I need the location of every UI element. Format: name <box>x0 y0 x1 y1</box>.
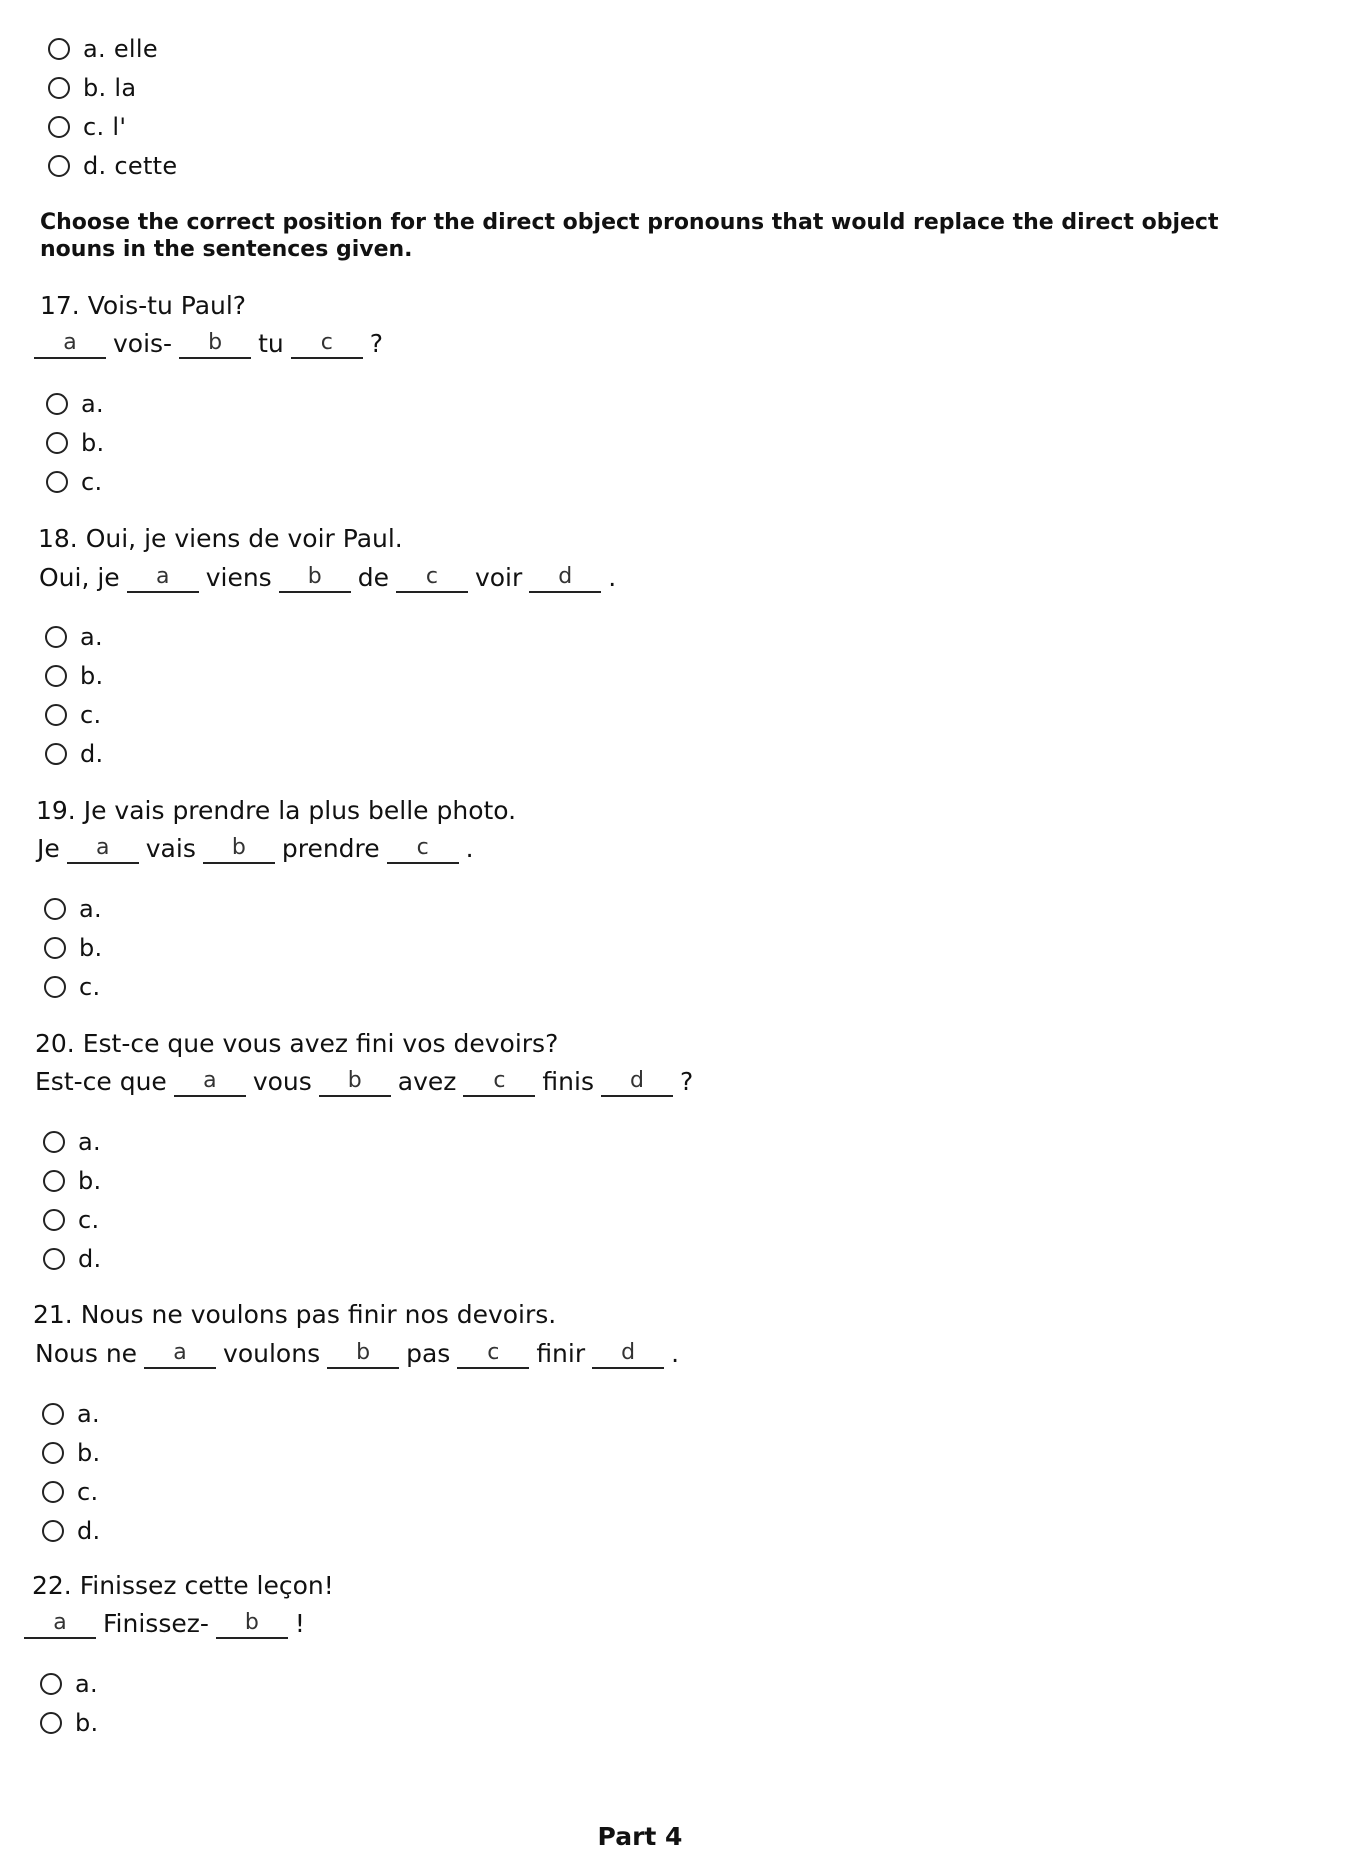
option-c[interactable] <box>44 967 102 1006</box>
option-label: d. cette <box>83 151 178 180</box>
radio-button[interactable] <box>46 393 68 415</box>
blank-position-c: c <box>291 329 363 359</box>
option-a[interactable] <box>42 1394 100 1433</box>
option-c[interactable] <box>48 107 177 146</box>
question-22-prompt: 22. Finissez cette leçon! <box>32 1571 334 1600</box>
option-label: c. <box>77 1477 99 1506</box>
option-label: a. <box>77 1399 100 1428</box>
radio-button[interactable] <box>42 1520 64 1542</box>
sentence-word: Nous ne <box>35 1339 138 1368</box>
blank-position-a: a <box>144 1339 216 1369</box>
radio-button[interactable] <box>40 1712 62 1734</box>
radio-button[interactable] <box>44 898 66 920</box>
option-label: d. <box>77 1516 101 1545</box>
sentence-word: avez <box>397 1067 457 1096</box>
question-21-options <box>42 1394 100 1550</box>
radio-button[interactable] <box>44 976 66 998</box>
blank-position-b: b <box>327 1339 399 1369</box>
sentence-word: vois- <box>113 329 173 358</box>
option-label: b. <box>78 1166 102 1195</box>
option-label: c. <box>78 1205 100 1234</box>
question-20-blank-sentence <box>28 1063 700 1097</box>
sentence-word: prendre <box>281 834 380 863</box>
question-20-options <box>43 1122 101 1278</box>
option-c[interactable] <box>42 1472 100 1511</box>
option-d[interactable] <box>42 1511 100 1550</box>
sentence-word: Je <box>37 834 60 863</box>
sentence-word: ! <box>294 1609 305 1638</box>
question-19-blank-sentence <box>30 830 481 864</box>
radio-button[interactable] <box>48 77 70 99</box>
question-22-options <box>40 1664 98 1742</box>
radio-button[interactable] <box>48 155 70 177</box>
option-label: a. <box>80 622 103 651</box>
option-b[interactable] <box>48 68 177 107</box>
blank-position-c: c <box>463 1067 535 1097</box>
blank-position-c: c <box>457 1339 529 1369</box>
blank-position-c: c <box>387 834 459 864</box>
option-d[interactable] <box>48 146 177 185</box>
sentence-word: finir <box>536 1339 586 1368</box>
sentence-word: ? <box>369 329 384 358</box>
sentence-word: ? <box>679 1067 694 1096</box>
blank-position-a: a <box>24 1609 96 1639</box>
option-b[interactable] <box>46 423 104 462</box>
option-label: a. <box>75 1669 98 1698</box>
blank-position-d: d <box>529 563 601 593</box>
radio-button[interactable] <box>45 743 67 765</box>
question-21-prompt: 21. Nous ne voulons pas finir nos devoirs. <box>33 1300 557 1329</box>
option-a[interactable] <box>48 29 177 68</box>
option-label: b. la <box>83 73 137 102</box>
instructions: Choose the correct position for the direct object pronouns that would replace the direct object nouns in the sentences given. <box>40 210 1219 262</box>
blank-position-a: a <box>174 1067 246 1097</box>
sentence-word: viens <box>205 563 272 592</box>
sentence-word: vais <box>145 834 196 863</box>
sentence-word: Finissez- <box>103 1609 209 1638</box>
option-label: c. <box>80 700 102 729</box>
option-b[interactable] <box>45 656 103 695</box>
page-footer: Part 4 <box>597 1822 683 1851</box>
question-18-blank-sentence <box>32 559 623 593</box>
radio-button[interactable] <box>40 1673 62 1695</box>
option-a[interactable] <box>40 1664 98 1703</box>
option-label: d. <box>80 739 104 768</box>
blank-position-c: c <box>396 563 468 593</box>
blank-position-d: d <box>592 1339 664 1369</box>
sentence-word: de <box>357 563 389 592</box>
radio-button[interactable] <box>43 1170 65 1192</box>
radio-button[interactable] <box>42 1481 64 1503</box>
option-label: c. <box>79 972 101 1001</box>
radio-button[interactable] <box>46 432 68 454</box>
option-a[interactable] <box>46 384 104 423</box>
radio-button[interactable] <box>48 116 70 138</box>
previous-question-options <box>48 29 177 185</box>
question-17-options <box>46 384 104 501</box>
option-c[interactable] <box>45 695 103 734</box>
radio-button[interactable] <box>42 1403 64 1425</box>
option-b[interactable] <box>43 1161 101 1200</box>
sentence-word: tu <box>258 329 284 358</box>
sentence-word: pas <box>406 1339 451 1368</box>
question-22-blank-sentence <box>24 1605 312 1639</box>
radio-button[interactable] <box>43 1131 65 1153</box>
option-label: c. <box>81 467 103 496</box>
blank-position-b: b <box>216 1609 288 1639</box>
option-label: b. <box>77 1438 101 1467</box>
sentence-word: vous <box>252 1067 312 1096</box>
question-21-blank-sentence <box>28 1335 686 1369</box>
option-a[interactable] <box>44 889 102 928</box>
blank-position-a: a <box>67 834 139 864</box>
question-17-blank-sentence <box>34 325 390 359</box>
radio-button[interactable] <box>43 1248 65 1270</box>
radio-button[interactable] <box>43 1209 65 1231</box>
option-c[interactable] <box>46 462 104 501</box>
question-19-prompt: 19. Je vais prendre la plus belle photo. <box>36 796 517 825</box>
sentence-word: Est-ce que <box>35 1067 167 1096</box>
option-label: a. <box>79 894 102 923</box>
radio-button[interactable] <box>45 665 67 687</box>
option-label: b. <box>80 661 104 690</box>
radio-button[interactable] <box>46 471 68 493</box>
option-label: a. <box>81 389 104 418</box>
radio-button[interactable] <box>45 626 67 648</box>
option-label: b. <box>81 428 105 457</box>
option-label: a. <box>78 1127 101 1156</box>
sentence-word: . <box>671 1339 680 1368</box>
sentence-word: . <box>608 563 617 592</box>
radio-button[interactable] <box>48 38 70 60</box>
blank-position-d: d <box>601 1067 673 1097</box>
sentence-word: finis <box>542 1067 594 1096</box>
option-label: c. l' <box>83 112 127 141</box>
question-18-prompt: 18. Oui, je viens de voir Paul. <box>38 524 403 553</box>
option-a[interactable] <box>45 617 103 656</box>
blank-position-b: b <box>179 329 251 359</box>
question-19-options <box>44 889 102 1006</box>
option-b[interactable] <box>44 928 102 967</box>
radio-button[interactable] <box>45 704 67 726</box>
blank-position-b: b <box>203 834 275 864</box>
blank-position-a: a <box>34 329 106 359</box>
sentence-word: . <box>465 834 474 863</box>
option-d[interactable] <box>45 734 103 773</box>
option-label: a. elle <box>83 34 158 63</box>
sentence-word: Oui, je <box>39 563 120 592</box>
radio-button[interactable] <box>42 1442 64 1464</box>
question-18-options <box>45 617 103 773</box>
option-label: d. <box>78 1244 102 1273</box>
sentence-word: voir <box>474 563 523 592</box>
radio-button[interactable] <box>44 937 66 959</box>
sentence-word: voulons <box>223 1339 321 1368</box>
blank-position-b: b <box>279 563 351 593</box>
option-label: b. <box>79 933 103 962</box>
blank-position-b: b <box>319 1067 391 1097</box>
question-17-prompt: 17. Vois-tu Paul? <box>40 291 247 320</box>
question-20-prompt: 20. Est-ce que vous avez fini vos devoirs? <box>35 1029 559 1058</box>
option-c[interactable] <box>43 1200 101 1239</box>
option-b[interactable] <box>40 1703 98 1742</box>
option-b[interactable] <box>42 1433 100 1472</box>
option-label: b. <box>75 1708 99 1737</box>
option-d[interactable] <box>43 1239 101 1278</box>
blank-position-a: a <box>127 563 199 593</box>
option-a[interactable] <box>43 1122 101 1161</box>
